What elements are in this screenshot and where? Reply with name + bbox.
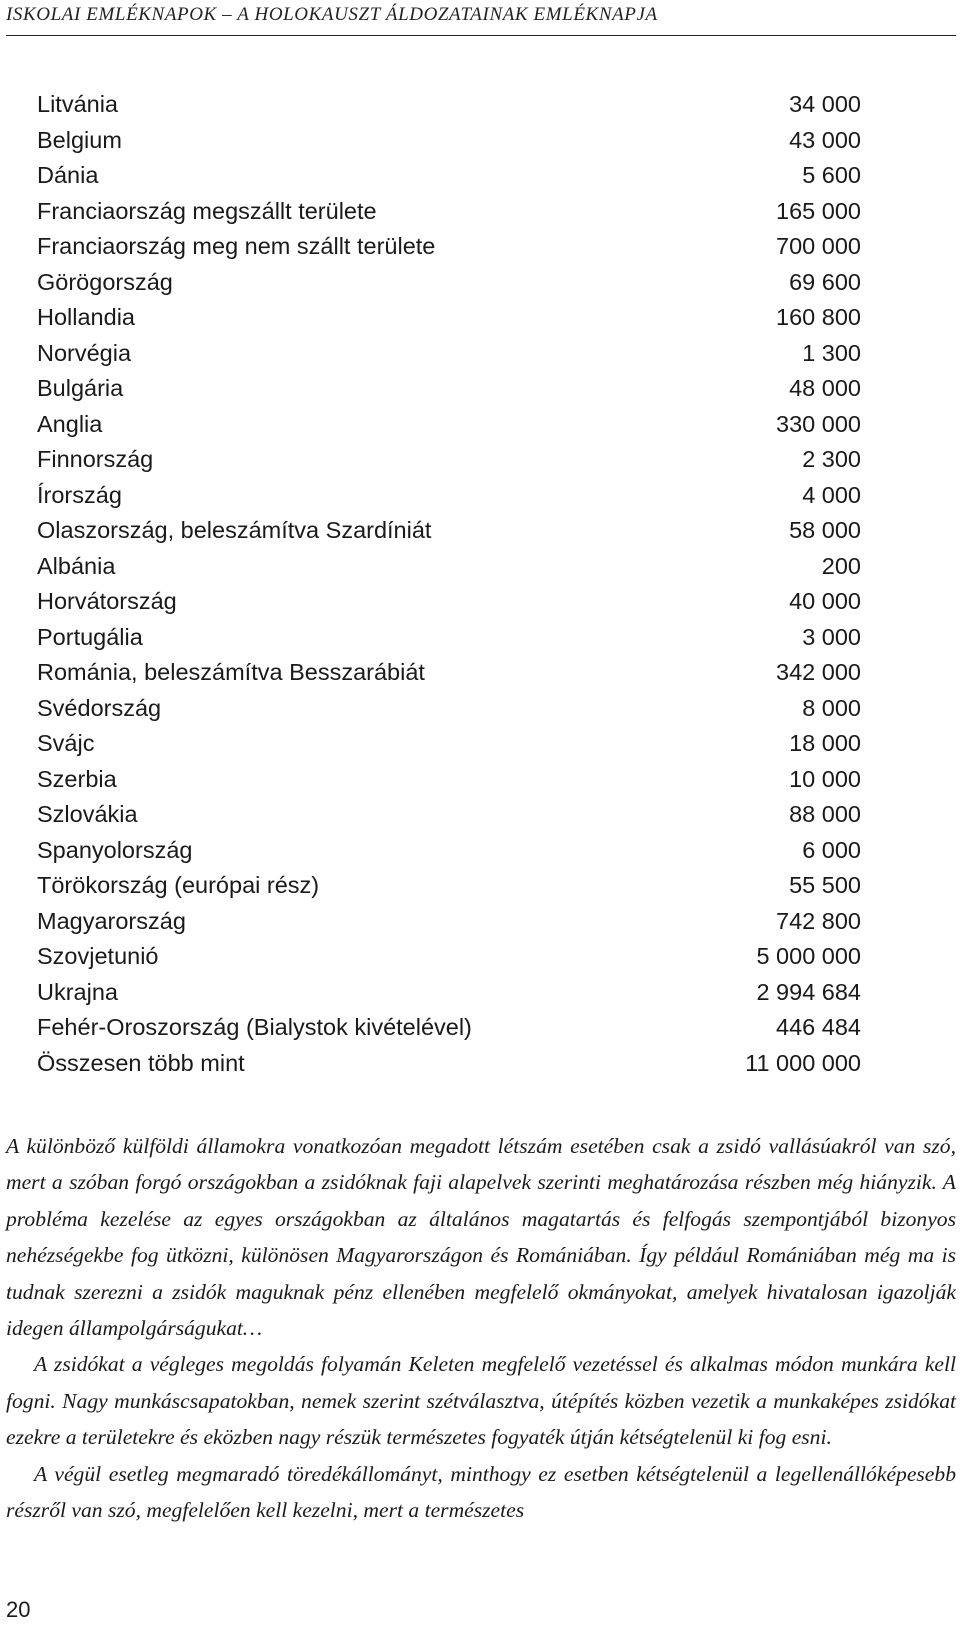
- table-row: [37, 1010, 861, 1046]
- population-count: 3 000: [802, 623, 861, 650]
- country-name: Fehér-Oroszország (Bialystok kivételével): [37, 1014, 472, 1040]
- country-name: Franciaország megszállt területe: [37, 197, 377, 224]
- country-name: Románia, beleszámítva Besszarábiát: [37, 659, 425, 685]
- table-row: [37, 833, 861, 869]
- population-count: 446 484: [776, 1014, 861, 1040]
- running-header: ISKOLAI EMLÉKNAPOK – A HOLOKAUSZT ÁLDOZATAINAK EMLÉKNAPJA: [6, 4, 658, 25]
- country-name: Norvégia: [37, 339, 132, 366]
- table-row: [37, 336, 861, 372]
- country-name: Bulgária: [37, 375, 124, 401]
- country-name: Svédország: [37, 694, 162, 721]
- population-count: 55 500: [789, 872, 861, 898]
- population-count: 700 000: [776, 233, 861, 259]
- table-row: [37, 797, 861, 833]
- body-text: [6, 1128, 956, 1528]
- table-row: [37, 584, 861, 620]
- country-name: Belgium: [37, 126, 122, 153]
- page-number: 20: [6, 1597, 31, 1622]
- table-row: [37, 123, 861, 159]
- table-row: [37, 513, 861, 549]
- population-count: 742 800: [776, 907, 861, 934]
- population-count: 1 300: [802, 339, 861, 366]
- country-name: Anglia: [37, 410, 103, 437]
- population-count: 10 000: [789, 765, 861, 792]
- country-name: Franciaország meg nem szállt területe: [37, 233, 436, 259]
- population-table: [37, 87, 861, 1081]
- country-name: Spanyolország: [37, 836, 193, 863]
- table-row: [37, 904, 861, 940]
- country-name: Portugália: [37, 623, 143, 650]
- country-name: Szerbia: [37, 765, 117, 792]
- population-count: 160 800: [776, 304, 861, 330]
- population-count: 2 300: [802, 446, 861, 472]
- country-name: Görögország: [37, 268, 173, 295]
- table-row: [37, 229, 861, 265]
- table-row: [37, 407, 861, 443]
- table-row: [37, 762, 861, 798]
- table-row: [37, 549, 861, 585]
- population-count: 11 000 000: [745, 1049, 861, 1076]
- country-name: Írország: [37, 481, 122, 508]
- table-row: [37, 442, 861, 478]
- country-name: Olaszország, beleszámítva Szardíniát: [37, 517, 432, 543]
- table-row: [37, 868, 861, 904]
- country-name: Hollandia: [37, 304, 135, 330]
- table-row: [37, 300, 861, 336]
- table-row: [37, 691, 861, 727]
- table-row: [37, 975, 861, 1011]
- country-name: Szlovákia: [37, 801, 138, 827]
- paragraph-2: A zsidókat a végleges megoldás folyamán Keleten megfelelő vezetéssel és alkalmas módon munkára kell fogni. Nagy munkáscsapatokban, nemek szerint szétválasztva, útépítés közben vezetik a munkaképes zsidókat ezekre a területekre és eközben nagy részük természetes fogyaték útján kétségtelenül ki fog esni.: [6, 1352, 956, 1450]
- country-name: Litvánia: [37, 91, 118, 117]
- country-name: Magyarország: [37, 907, 186, 934]
- country-name: Horvátország: [37, 588, 177, 614]
- population-count: 8 000: [802, 694, 861, 721]
- table-row: [37, 1046, 861, 1082]
- table-row: [37, 265, 861, 301]
- population-count: 342 000: [776, 659, 861, 685]
- country-name: Albánia: [37, 552, 116, 579]
- table-row: [37, 371, 861, 407]
- paragraph-1: A különböző külföldi államokra vonatkozóan megadott létszám esetében csak a zsidó vallásúakról van szó, mert a szóban forgó országokban a zsidóknak faji alapelvek szerinti meghatározása részben még hiányzik. A probléma kezelése az egyes országokban az általános magatartás és felfogás szempontjából bizonyos nehézségekbe fog ütközni, különösen Magyarországon és Romániában. Így például Romániában még ma is tudnak szerezni a zsidók maguknak pénz ellenében megfelelő okmányokat, amelyek hivatalosan igazolják idegen állampolgárságukat…: [6, 1134, 956, 1341]
- country-name: Dánia: [37, 162, 99, 188]
- population-count: 5 000 000: [756, 943, 861, 969]
- population-count: 88 000: [789, 801, 861, 827]
- country-name: Törökország (európai rész): [37, 872, 320, 898]
- population-count: 5 600: [802, 162, 861, 188]
- population-count: 330 000: [776, 410, 861, 437]
- table-row: [37, 726, 861, 762]
- country-name: Finnország: [37, 446, 154, 472]
- population-count: 6 000: [802, 836, 861, 863]
- table-row: [37, 620, 861, 656]
- population-count: 58 000: [789, 517, 861, 543]
- population-count: 200: [821, 552, 861, 579]
- table-row: [37, 194, 861, 230]
- country-name: Összesen több mint: [37, 1049, 245, 1076]
- table-row: [37, 87, 861, 123]
- population-count: 4 000: [802, 481, 861, 508]
- table-row: [37, 158, 861, 194]
- population-count: 43 000: [789, 126, 861, 153]
- population-count: 48 000: [789, 375, 861, 401]
- population-count: 18 000: [789, 730, 861, 756]
- table-row: [37, 478, 861, 514]
- paragraph-3: A végül esetleg megmaradó töredékállományt, minthogy ez esetben kétségtelenül a legellenállóképesebb részről van szó, megfelelően kell kezelni, mert a természetes: [6, 1461, 956, 1523]
- table-row: [37, 939, 861, 975]
- table-row: [37, 655, 861, 691]
- header-rule: [6, 35, 956, 36]
- country-name: Ukrajna: [37, 978, 118, 1005]
- population-count: 40 000: [789, 588, 861, 614]
- population-count: 2 994 684: [756, 978, 861, 1005]
- country-name: Szovjetunió: [37, 943, 159, 969]
- population-count: 69 600: [789, 268, 861, 295]
- country-name: Svájc: [37, 730, 95, 756]
- population-count: 165 000: [776, 197, 861, 224]
- population-count: 34 000: [789, 91, 861, 117]
